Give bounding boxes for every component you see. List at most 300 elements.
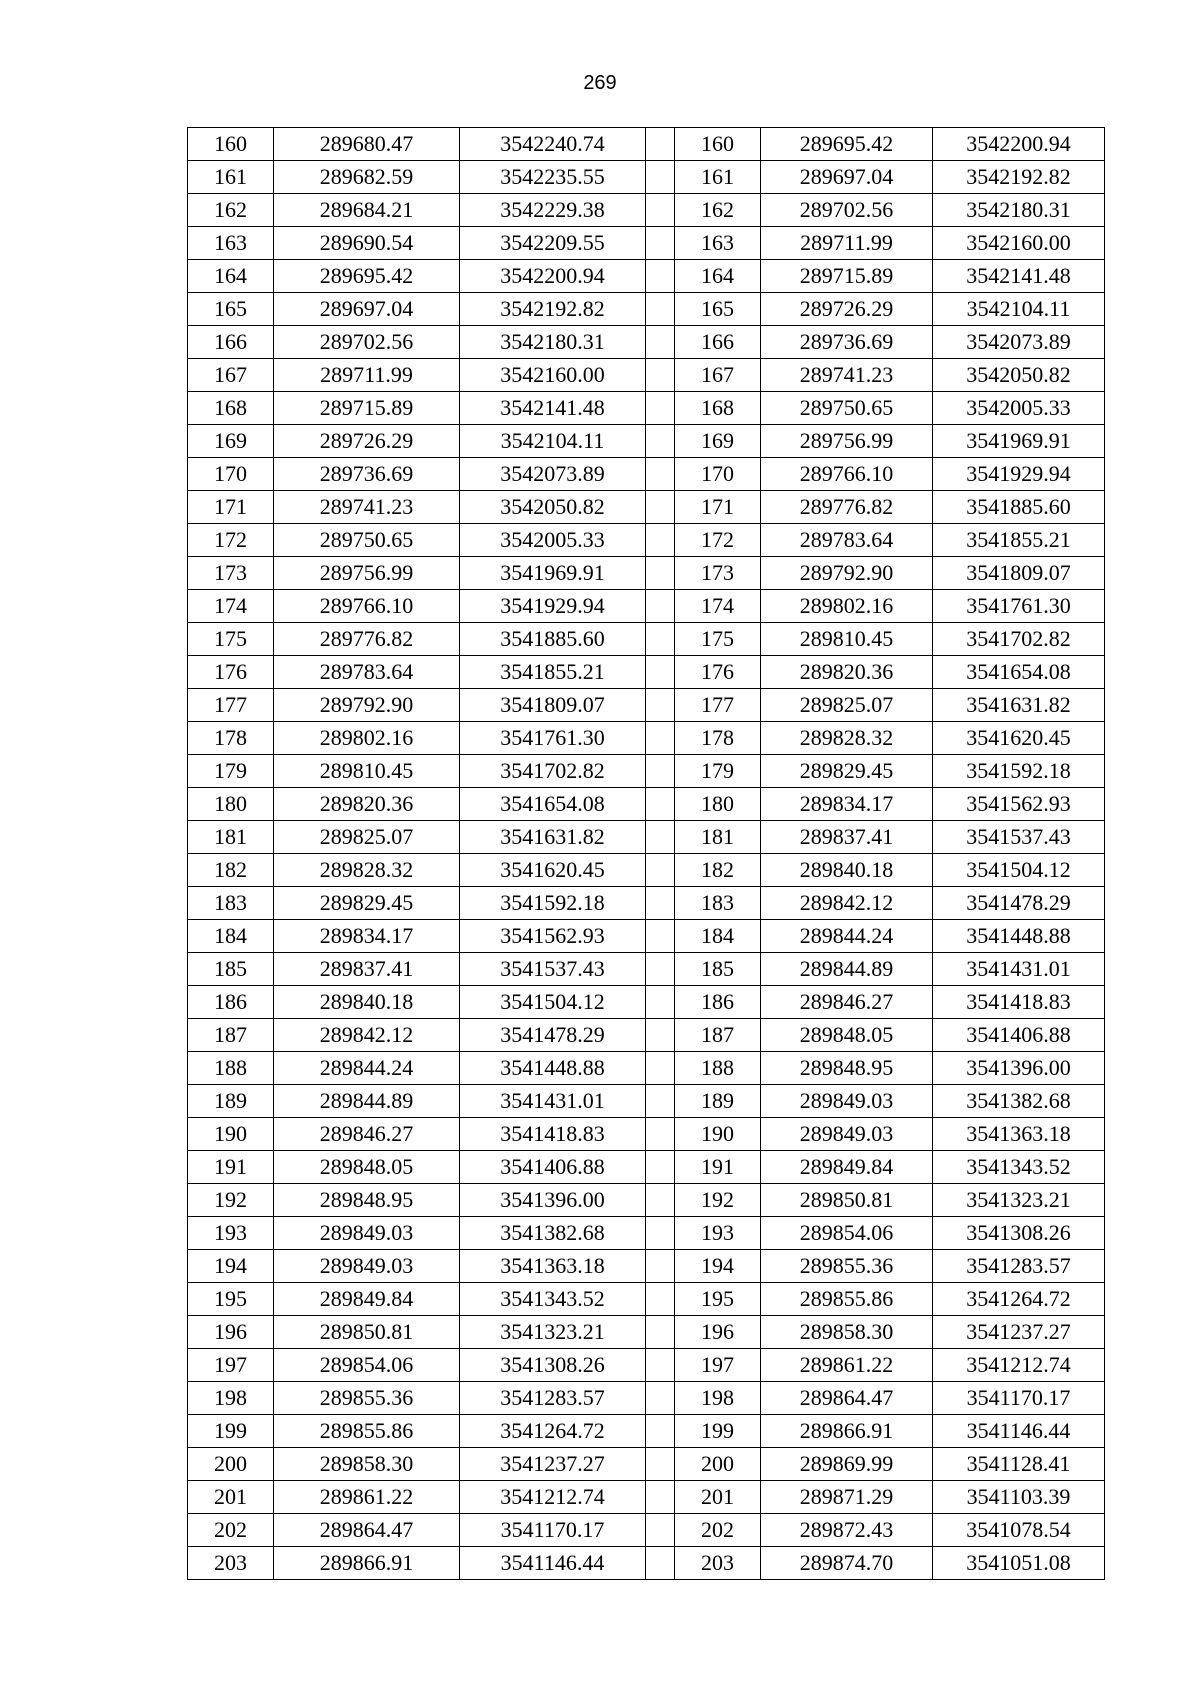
right-point-number: 191 bbox=[675, 1151, 761, 1184]
right-y-coordinate: 3541761.30 bbox=[933, 590, 1105, 623]
left-point-number: 177 bbox=[188, 689, 274, 722]
table-row bbox=[188, 920, 1105, 953]
right-point-number: 182 bbox=[675, 854, 761, 887]
left-x-coordinate: 289866.91 bbox=[274, 1547, 460, 1580]
right-x-coordinate: 289697.04 bbox=[761, 161, 933, 194]
right-x-coordinate: 289842.12 bbox=[761, 887, 933, 920]
separator-cell bbox=[646, 689, 675, 722]
separator-cell bbox=[646, 1019, 675, 1052]
left-x-coordinate: 289829.45 bbox=[274, 887, 460, 920]
right-point-number: 184 bbox=[675, 920, 761, 953]
table-row bbox=[188, 1382, 1105, 1415]
left-x-coordinate: 289842.12 bbox=[274, 1019, 460, 1052]
left-point-number: 202 bbox=[188, 1514, 274, 1547]
left-y-coordinate: 3542192.82 bbox=[460, 293, 646, 326]
table-row bbox=[188, 1151, 1105, 1184]
left-x-coordinate: 289783.64 bbox=[274, 656, 460, 689]
right-point-number: 167 bbox=[675, 359, 761, 392]
left-point-number: 168 bbox=[188, 392, 274, 425]
table-row bbox=[188, 689, 1105, 722]
right-x-coordinate: 289756.99 bbox=[761, 425, 933, 458]
left-point-number: 171 bbox=[188, 491, 274, 524]
right-point-number: 164 bbox=[675, 260, 761, 293]
table-row bbox=[188, 392, 1105, 425]
right-y-coordinate: 3542160.00 bbox=[933, 227, 1105, 260]
right-point-number: 176 bbox=[675, 656, 761, 689]
separator-cell bbox=[646, 755, 675, 788]
left-x-coordinate: 289840.18 bbox=[274, 986, 460, 1019]
right-y-coordinate: 3541212.74 bbox=[933, 1349, 1105, 1382]
separator-cell bbox=[646, 227, 675, 260]
table-row bbox=[188, 821, 1105, 854]
left-x-coordinate: 289766.10 bbox=[274, 590, 460, 623]
left-point-number: 162 bbox=[188, 194, 274, 227]
table-row bbox=[188, 293, 1105, 326]
right-point-number: 165 bbox=[675, 293, 761, 326]
table-row bbox=[188, 722, 1105, 755]
right-y-coordinate: 3541620.45 bbox=[933, 722, 1105, 755]
left-y-coordinate: 3542073.89 bbox=[460, 458, 646, 491]
left-x-coordinate: 289792.90 bbox=[274, 689, 460, 722]
separator-cell bbox=[646, 326, 675, 359]
left-x-coordinate: 289844.24 bbox=[274, 1052, 460, 1085]
separator-cell bbox=[646, 128, 675, 161]
left-y-coordinate: 3541654.08 bbox=[460, 788, 646, 821]
left-x-coordinate: 289715.89 bbox=[274, 392, 460, 425]
right-point-number: 172 bbox=[675, 524, 761, 557]
left-point-number: 161 bbox=[188, 161, 274, 194]
left-point-number: 185 bbox=[188, 953, 274, 986]
right-x-coordinate: 289695.42 bbox=[761, 128, 933, 161]
right-y-coordinate: 3542141.48 bbox=[933, 260, 1105, 293]
separator-cell bbox=[646, 1382, 675, 1415]
right-x-coordinate: 289855.86 bbox=[761, 1283, 933, 1316]
right-point-number: 171 bbox=[675, 491, 761, 524]
table-row bbox=[188, 1547, 1105, 1580]
right-x-coordinate: 289871.29 bbox=[761, 1481, 933, 1514]
separator-cell bbox=[646, 1481, 675, 1514]
left-point-number: 174 bbox=[188, 590, 274, 623]
separator-cell bbox=[646, 1052, 675, 1085]
right-point-number: 189 bbox=[675, 1085, 761, 1118]
left-y-coordinate: 3541382.68 bbox=[460, 1217, 646, 1250]
left-y-coordinate: 3541170.17 bbox=[460, 1514, 646, 1547]
table-row bbox=[188, 128, 1105, 161]
right-y-coordinate: 3542192.82 bbox=[933, 161, 1105, 194]
right-x-coordinate: 289861.22 bbox=[761, 1349, 933, 1382]
left-x-coordinate: 289726.29 bbox=[274, 425, 460, 458]
table-row bbox=[188, 1283, 1105, 1316]
right-point-number: 200 bbox=[675, 1448, 761, 1481]
left-x-coordinate: 289711.99 bbox=[274, 359, 460, 392]
right-y-coordinate: 3541929.94 bbox=[933, 458, 1105, 491]
right-x-coordinate: 289844.24 bbox=[761, 920, 933, 953]
left-point-number: 186 bbox=[188, 986, 274, 1019]
left-point-number: 195 bbox=[188, 1283, 274, 1316]
right-point-number: 180 bbox=[675, 788, 761, 821]
left-point-number: 199 bbox=[188, 1415, 274, 1448]
right-y-coordinate: 3541631.82 bbox=[933, 689, 1105, 722]
separator-cell bbox=[646, 524, 675, 557]
right-point-number: 197 bbox=[675, 1349, 761, 1382]
table-row bbox=[188, 1514, 1105, 1547]
right-x-coordinate: 289846.27 bbox=[761, 986, 933, 1019]
left-y-coordinate: 3542160.00 bbox=[460, 359, 646, 392]
right-point-number: 166 bbox=[675, 326, 761, 359]
left-y-coordinate: 3541478.29 bbox=[460, 1019, 646, 1052]
left-y-coordinate: 3541855.21 bbox=[460, 656, 646, 689]
table-row bbox=[188, 1052, 1105, 1085]
separator-cell bbox=[646, 821, 675, 854]
left-point-number: 200 bbox=[188, 1448, 274, 1481]
separator-cell bbox=[646, 1184, 675, 1217]
left-point-number: 167 bbox=[188, 359, 274, 392]
right-point-number: 169 bbox=[675, 425, 761, 458]
right-y-coordinate: 3542180.31 bbox=[933, 194, 1105, 227]
right-x-coordinate: 289702.56 bbox=[761, 194, 933, 227]
left-x-coordinate: 289736.69 bbox=[274, 458, 460, 491]
right-point-number: 163 bbox=[675, 227, 761, 260]
left-y-coordinate: 3542235.55 bbox=[460, 161, 646, 194]
left-point-number: 181 bbox=[188, 821, 274, 854]
left-x-coordinate: 289844.89 bbox=[274, 1085, 460, 1118]
left-point-number: 191 bbox=[188, 1151, 274, 1184]
left-x-coordinate: 289776.82 bbox=[274, 623, 460, 656]
left-point-number: 197 bbox=[188, 1349, 274, 1382]
table-row bbox=[188, 524, 1105, 557]
left-point-number: 173 bbox=[188, 557, 274, 590]
right-x-coordinate: 289854.06 bbox=[761, 1217, 933, 1250]
right-y-coordinate: 3541969.91 bbox=[933, 425, 1105, 458]
left-y-coordinate: 3541969.91 bbox=[460, 557, 646, 590]
left-point-number: 163 bbox=[188, 227, 274, 260]
separator-cell bbox=[646, 953, 675, 986]
left-x-coordinate: 289828.32 bbox=[274, 854, 460, 887]
left-x-coordinate: 289695.42 bbox=[274, 260, 460, 293]
left-point-number: 176 bbox=[188, 656, 274, 689]
left-y-coordinate: 3541620.45 bbox=[460, 854, 646, 887]
left-point-number: 183 bbox=[188, 887, 274, 920]
right-x-coordinate: 289864.47 bbox=[761, 1382, 933, 1415]
left-x-coordinate: 289849.84 bbox=[274, 1283, 460, 1316]
right-y-coordinate: 3541283.57 bbox=[933, 1250, 1105, 1283]
coordinates-table-body bbox=[188, 128, 1105, 1580]
table-row bbox=[188, 227, 1105, 260]
right-y-coordinate: 3541855.21 bbox=[933, 524, 1105, 557]
right-x-coordinate: 289766.10 bbox=[761, 458, 933, 491]
separator-cell bbox=[646, 1283, 675, 1316]
separator-cell bbox=[646, 920, 675, 953]
separator-cell bbox=[646, 1448, 675, 1481]
table-row bbox=[188, 1448, 1105, 1481]
left-y-coordinate: 3542229.38 bbox=[460, 194, 646, 227]
right-point-number: 173 bbox=[675, 557, 761, 590]
separator-cell bbox=[646, 260, 675, 293]
right-point-number: 201 bbox=[675, 1481, 761, 1514]
left-x-coordinate: 289849.03 bbox=[274, 1250, 460, 1283]
left-x-coordinate: 289855.36 bbox=[274, 1382, 460, 1415]
table-row bbox=[188, 953, 1105, 986]
left-point-number: 170 bbox=[188, 458, 274, 491]
right-x-coordinate: 289736.69 bbox=[761, 326, 933, 359]
table-row bbox=[188, 1316, 1105, 1349]
right-y-coordinate: 3541103.39 bbox=[933, 1481, 1105, 1514]
right-x-coordinate: 289792.90 bbox=[761, 557, 933, 590]
left-y-coordinate: 3542209.55 bbox=[460, 227, 646, 260]
left-y-coordinate: 3541264.72 bbox=[460, 1415, 646, 1448]
left-point-number: 169 bbox=[188, 425, 274, 458]
right-x-coordinate: 289802.16 bbox=[761, 590, 933, 623]
right-point-number: 168 bbox=[675, 392, 761, 425]
right-y-coordinate: 3541382.68 bbox=[933, 1085, 1105, 1118]
left-x-coordinate: 289682.59 bbox=[274, 161, 460, 194]
separator-cell bbox=[646, 1316, 675, 1349]
right-x-coordinate: 289810.45 bbox=[761, 623, 933, 656]
left-y-coordinate: 3541406.88 bbox=[460, 1151, 646, 1184]
right-x-coordinate: 289834.17 bbox=[761, 788, 933, 821]
separator-cell bbox=[646, 1085, 675, 1118]
left-point-number: 201 bbox=[188, 1481, 274, 1514]
table-row bbox=[188, 557, 1105, 590]
left-x-coordinate: 289741.23 bbox=[274, 491, 460, 524]
left-x-coordinate: 289854.06 bbox=[274, 1349, 460, 1382]
right-point-number: 202 bbox=[675, 1514, 761, 1547]
separator-cell bbox=[646, 458, 675, 491]
left-y-coordinate: 3542240.74 bbox=[460, 128, 646, 161]
separator-cell bbox=[646, 656, 675, 689]
right-x-coordinate: 289849.84 bbox=[761, 1151, 933, 1184]
right-y-coordinate: 3541478.29 bbox=[933, 887, 1105, 920]
right-y-coordinate: 3541702.82 bbox=[933, 623, 1105, 656]
left-y-coordinate: 3542050.82 bbox=[460, 491, 646, 524]
left-y-coordinate: 3541418.83 bbox=[460, 1118, 646, 1151]
table-row bbox=[188, 458, 1105, 491]
left-point-number: 166 bbox=[188, 326, 274, 359]
separator-cell bbox=[646, 1547, 675, 1580]
left-y-coordinate: 3542104.11 bbox=[460, 425, 646, 458]
separator-cell bbox=[646, 425, 675, 458]
right-y-coordinate: 3541323.21 bbox=[933, 1184, 1105, 1217]
right-x-coordinate: 289849.03 bbox=[761, 1085, 933, 1118]
table-row bbox=[188, 854, 1105, 887]
right-y-coordinate: 3541885.60 bbox=[933, 491, 1105, 524]
right-x-coordinate: 289820.36 bbox=[761, 656, 933, 689]
left-point-number: 194 bbox=[188, 1250, 274, 1283]
table-row bbox=[188, 326, 1105, 359]
right-point-number: 177 bbox=[675, 689, 761, 722]
left-point-number: 203 bbox=[188, 1547, 274, 1580]
right-y-coordinate: 3541363.18 bbox=[933, 1118, 1105, 1151]
right-x-coordinate: 289726.29 bbox=[761, 293, 933, 326]
right-x-coordinate: 289840.18 bbox=[761, 854, 933, 887]
left-y-coordinate: 3541631.82 bbox=[460, 821, 646, 854]
left-x-coordinate: 289750.65 bbox=[274, 524, 460, 557]
left-x-coordinate: 289684.21 bbox=[274, 194, 460, 227]
separator-cell bbox=[646, 1250, 675, 1283]
separator-cell bbox=[646, 359, 675, 392]
right-x-coordinate: 289869.99 bbox=[761, 1448, 933, 1481]
right-point-number: 199 bbox=[675, 1415, 761, 1448]
right-y-coordinate: 3541562.93 bbox=[933, 788, 1105, 821]
left-x-coordinate: 289858.30 bbox=[274, 1448, 460, 1481]
left-x-coordinate: 289855.86 bbox=[274, 1415, 460, 1448]
left-x-coordinate: 289848.95 bbox=[274, 1184, 460, 1217]
table-row bbox=[188, 1217, 1105, 1250]
table-row bbox=[188, 788, 1105, 821]
left-x-coordinate: 289850.81 bbox=[274, 1316, 460, 1349]
right-x-coordinate: 289825.07 bbox=[761, 689, 933, 722]
left-y-coordinate: 3541761.30 bbox=[460, 722, 646, 755]
right-y-coordinate: 3541406.88 bbox=[933, 1019, 1105, 1052]
right-y-coordinate: 3541504.12 bbox=[933, 854, 1105, 887]
left-x-coordinate: 289697.04 bbox=[274, 293, 460, 326]
right-y-coordinate: 3541343.52 bbox=[933, 1151, 1105, 1184]
separator-cell bbox=[646, 1415, 675, 1448]
separator-cell bbox=[646, 590, 675, 623]
left-point-number: 189 bbox=[188, 1085, 274, 1118]
table-row bbox=[188, 1415, 1105, 1448]
table-row bbox=[188, 986, 1105, 1019]
table-row bbox=[188, 1250, 1105, 1283]
separator-cell bbox=[646, 1118, 675, 1151]
left-x-coordinate: 289864.47 bbox=[274, 1514, 460, 1547]
left-y-coordinate: 3542005.33 bbox=[460, 524, 646, 557]
right-x-coordinate: 289711.99 bbox=[761, 227, 933, 260]
right-x-coordinate: 289776.82 bbox=[761, 491, 933, 524]
left-point-number: 188 bbox=[188, 1052, 274, 1085]
separator-cell bbox=[646, 623, 675, 656]
left-y-coordinate: 3541504.12 bbox=[460, 986, 646, 1019]
right-point-number: 161 bbox=[675, 161, 761, 194]
right-x-coordinate: 289850.81 bbox=[761, 1184, 933, 1217]
right-point-number: 192 bbox=[675, 1184, 761, 1217]
left-y-coordinate: 3541146.44 bbox=[460, 1547, 646, 1580]
left-x-coordinate: 289820.36 bbox=[274, 788, 460, 821]
left-x-coordinate: 289834.17 bbox=[274, 920, 460, 953]
left-y-coordinate: 3541809.07 bbox=[460, 689, 646, 722]
left-x-coordinate: 289848.05 bbox=[274, 1151, 460, 1184]
right-y-coordinate: 3541418.83 bbox=[933, 986, 1105, 1019]
table-row bbox=[188, 1019, 1105, 1052]
right-x-coordinate: 289828.32 bbox=[761, 722, 933, 755]
table-row bbox=[188, 656, 1105, 689]
table-row bbox=[188, 491, 1105, 524]
right-point-number: 195 bbox=[675, 1283, 761, 1316]
separator-cell bbox=[646, 887, 675, 920]
table-row bbox=[188, 161, 1105, 194]
left-x-coordinate: 289837.41 bbox=[274, 953, 460, 986]
right-point-number: 170 bbox=[675, 458, 761, 491]
right-y-coordinate: 3541051.08 bbox=[933, 1547, 1105, 1580]
left-point-number: 180 bbox=[188, 788, 274, 821]
left-x-coordinate: 289825.07 bbox=[274, 821, 460, 854]
right-x-coordinate: 289858.30 bbox=[761, 1316, 933, 1349]
right-y-coordinate: 3541078.54 bbox=[933, 1514, 1105, 1547]
left-point-number: 172 bbox=[188, 524, 274, 557]
page-number: 269 bbox=[583, 72, 617, 94]
right-point-number: 188 bbox=[675, 1052, 761, 1085]
left-point-number: 164 bbox=[188, 260, 274, 293]
right-y-coordinate: 3541809.07 bbox=[933, 557, 1105, 590]
right-point-number: 181 bbox=[675, 821, 761, 854]
separator-cell bbox=[646, 293, 675, 326]
left-point-number: 192 bbox=[188, 1184, 274, 1217]
right-point-number: 183 bbox=[675, 887, 761, 920]
right-point-number: 174 bbox=[675, 590, 761, 623]
left-x-coordinate: 289849.03 bbox=[274, 1217, 460, 1250]
right-y-coordinate: 3542005.33 bbox=[933, 392, 1105, 425]
left-point-number: 165 bbox=[188, 293, 274, 326]
right-y-coordinate: 3541592.18 bbox=[933, 755, 1105, 788]
left-y-coordinate: 3541212.74 bbox=[460, 1481, 646, 1514]
right-point-number: 185 bbox=[675, 953, 761, 986]
left-y-coordinate: 3541537.43 bbox=[460, 953, 646, 986]
left-x-coordinate: 289861.22 bbox=[274, 1481, 460, 1514]
table-row bbox=[188, 590, 1105, 623]
left-y-coordinate: 3541592.18 bbox=[460, 887, 646, 920]
left-y-coordinate: 3541396.00 bbox=[460, 1184, 646, 1217]
right-x-coordinate: 289866.91 bbox=[761, 1415, 933, 1448]
right-point-number: 186 bbox=[675, 986, 761, 1019]
right-y-coordinate: 3541146.44 bbox=[933, 1415, 1105, 1448]
table-row bbox=[188, 1118, 1105, 1151]
right-point-number: 178 bbox=[675, 722, 761, 755]
left-y-coordinate: 3541702.82 bbox=[460, 755, 646, 788]
right-x-coordinate: 289848.05 bbox=[761, 1019, 933, 1052]
right-x-coordinate: 289783.64 bbox=[761, 524, 933, 557]
table-row bbox=[188, 623, 1105, 656]
separator-cell bbox=[646, 194, 675, 227]
separator-cell bbox=[646, 557, 675, 590]
left-x-coordinate: 289702.56 bbox=[274, 326, 460, 359]
left-point-number: 175 bbox=[188, 623, 274, 656]
left-y-coordinate: 3541237.27 bbox=[460, 1448, 646, 1481]
left-y-coordinate: 3541323.21 bbox=[460, 1316, 646, 1349]
right-y-coordinate: 3542200.94 bbox=[933, 128, 1105, 161]
table-row bbox=[188, 755, 1105, 788]
separator-cell bbox=[646, 161, 675, 194]
left-point-number: 178 bbox=[188, 722, 274, 755]
right-x-coordinate: 289855.36 bbox=[761, 1250, 933, 1283]
left-x-coordinate: 289810.45 bbox=[274, 755, 460, 788]
left-y-coordinate: 3541562.93 bbox=[460, 920, 646, 953]
left-y-coordinate: 3542200.94 bbox=[460, 260, 646, 293]
right-x-coordinate: 289829.45 bbox=[761, 755, 933, 788]
left-point-number: 179 bbox=[188, 755, 274, 788]
separator-cell bbox=[646, 1514, 675, 1547]
separator-cell bbox=[646, 722, 675, 755]
separator-cell bbox=[646, 1217, 675, 1250]
right-point-number: 194 bbox=[675, 1250, 761, 1283]
right-x-coordinate: 289741.23 bbox=[761, 359, 933, 392]
right-y-coordinate: 3542050.82 bbox=[933, 359, 1105, 392]
table-row bbox=[188, 425, 1105, 458]
left-y-coordinate: 3541431.01 bbox=[460, 1085, 646, 1118]
left-point-number: 187 bbox=[188, 1019, 274, 1052]
right-x-coordinate: 289715.89 bbox=[761, 260, 933, 293]
right-y-coordinate: 3542104.11 bbox=[933, 293, 1105, 326]
right-y-coordinate: 3541128.41 bbox=[933, 1448, 1105, 1481]
right-point-number: 160 bbox=[675, 128, 761, 161]
left-point-number: 198 bbox=[188, 1382, 274, 1415]
right-y-coordinate: 3541537.43 bbox=[933, 821, 1105, 854]
right-x-coordinate: 289849.03 bbox=[761, 1118, 933, 1151]
right-y-coordinate: 3541170.17 bbox=[933, 1382, 1105, 1415]
separator-cell bbox=[646, 986, 675, 1019]
left-x-coordinate: 289690.54 bbox=[274, 227, 460, 260]
left-point-number: 160 bbox=[188, 128, 274, 161]
right-point-number: 193 bbox=[675, 1217, 761, 1250]
